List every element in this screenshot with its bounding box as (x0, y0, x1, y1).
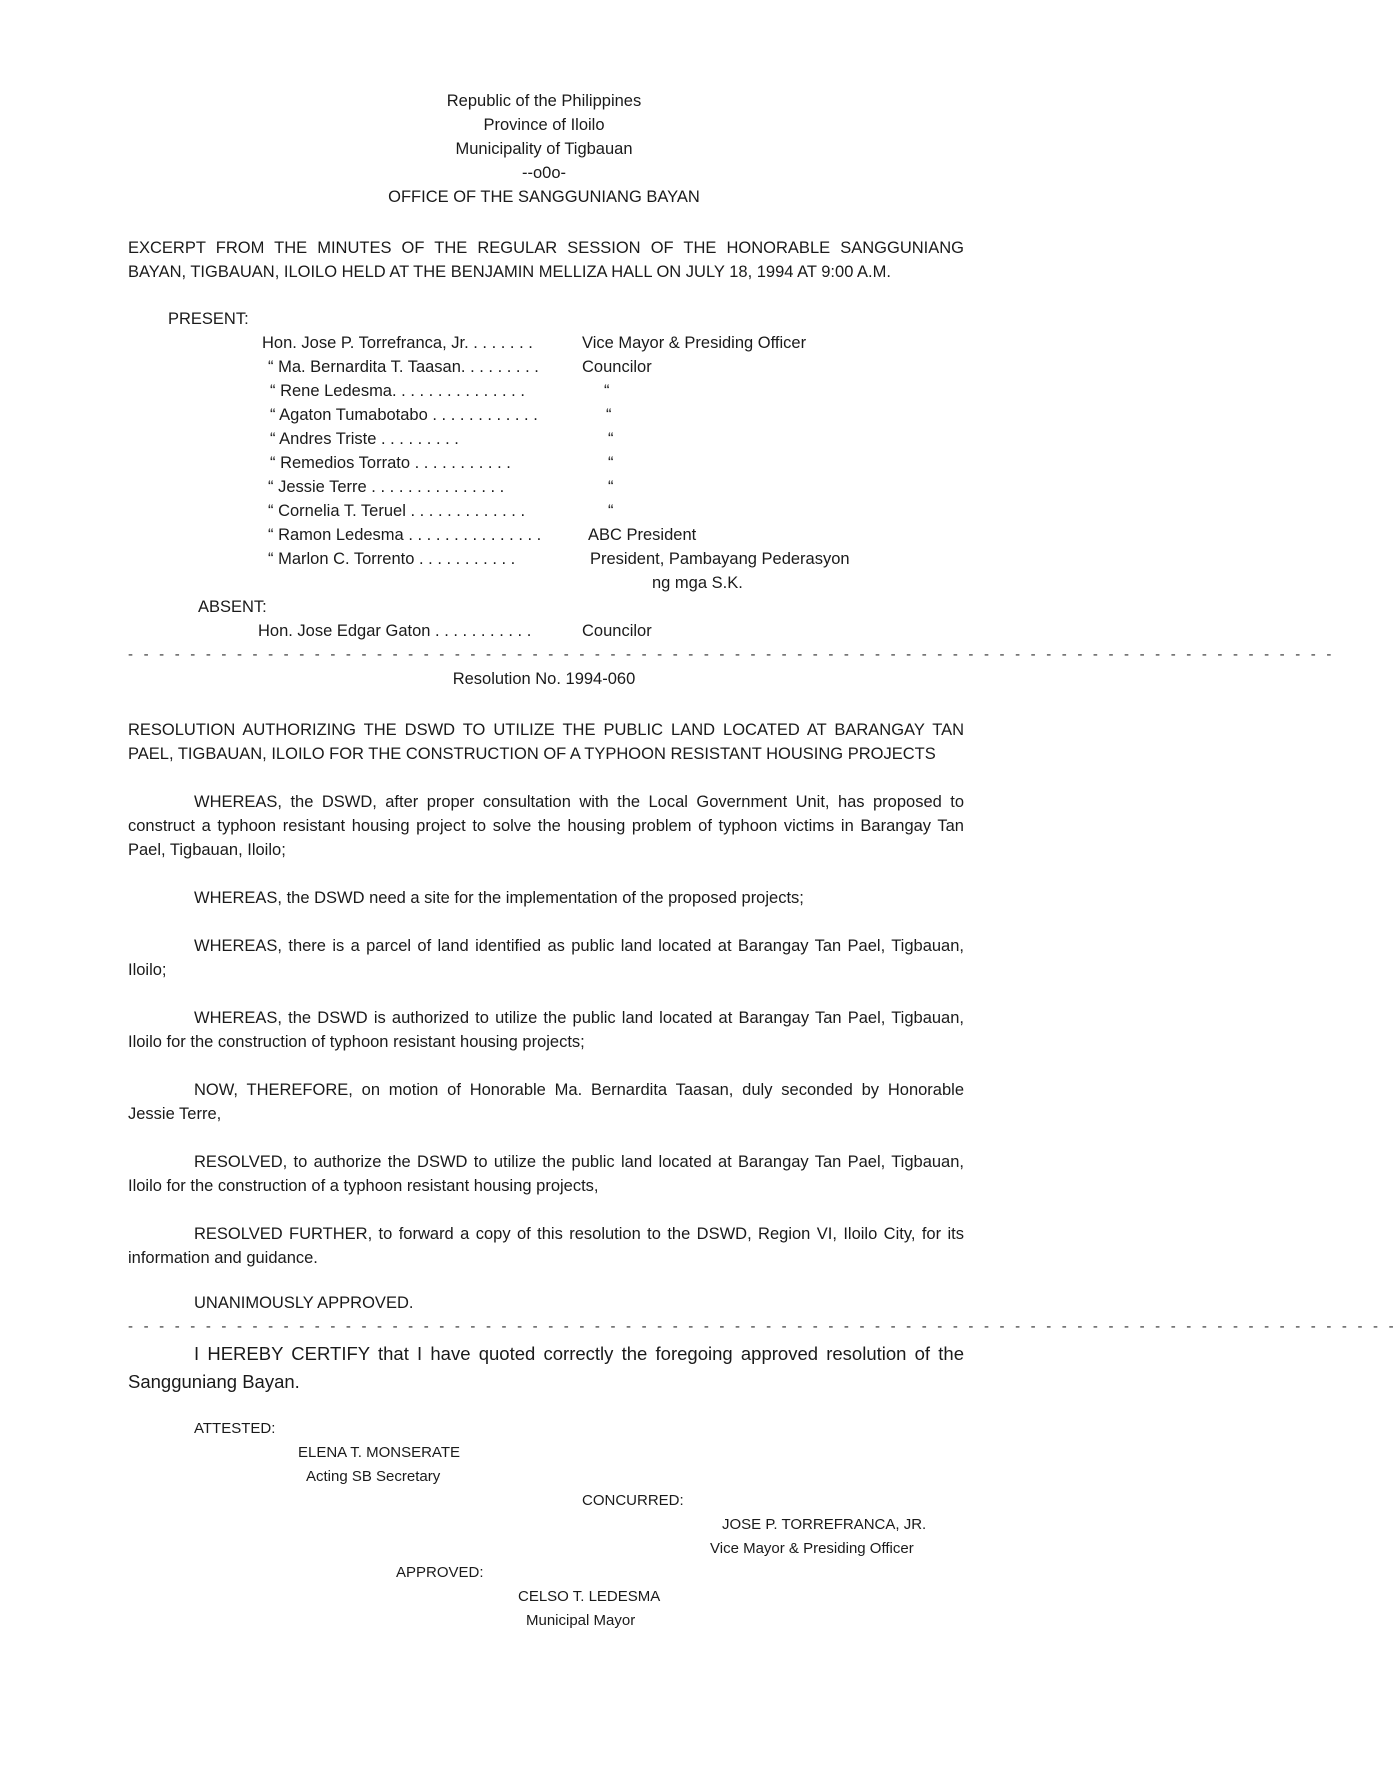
divider: - - - - - - - - - - - - - - - - - - - - - - - - - - - - - - - - - - - - - - - - - - - - - - - - - - - - - - - - - - - - - - - - - - - - - - - - - - - - - - - - - - (128, 1318, 1397, 1335)
resolution-title: RESOLUTION AUTHORIZING THE DSWD TO UTILIZE THE PUBLIC LAND LOCATED AT BARANGAY TAN PAEL, TIGBAUAN, ILOILO FOR THE CONSTRUCTION OF A TYPHOON RESISTANT HOUSING PROJECTS (128, 721, 964, 763)
member-role: President, Pambayang Pederasyon (590, 550, 850, 568)
member-role: Councilor (582, 358, 652, 376)
header-ornament: --o0o- (521, 164, 566, 182)
absent-label: ABSENT: (198, 598, 267, 616)
member-name: “ Ma. Bernardita T. Taasan. . . . . . . . . (268, 358, 539, 376)
approved-name: CELSO T. LEDESMA (518, 1588, 661, 1605)
header-office: OFFICE OF THE SANGGUNIANG BAYAN (388, 188, 700, 206)
header-republic: Republic of the Philippines (446, 92, 642, 110)
member-role-continued: ng mga S.K. (652, 574, 743, 592)
member-role: Vice Mayor & Presiding Officer (582, 334, 807, 352)
excerpt-heading: EXCERPT FROM THE MINUTES OF THE REGULAR SESSION OF THE HONORABLE SANGGUNIANG BAYAN, TIGBAUAN, ILOILO HELD AT THE BENJAMIN MELLIZA HALL ON JULY 18, 1994 AT 9:00 A.M. (128, 239, 964, 281)
resolution-number: Resolution No. 1994-060 (452, 670, 636, 688)
member-name: “ Remedios Torrato . . . . . . . . . . . (270, 454, 511, 472)
member-name: “ Cornelia T. Teruel . . . . . . . . . . . . . (268, 502, 526, 520)
resolved-further-paragraph: RESOLVED FURTHER, to forward a copy of this resolution to the DSWD, Region VI, Iloilo City, for its information and guidance. (128, 1225, 964, 1267)
member-name: “ Andres Triste . . . . . . . . . (270, 430, 459, 448)
resolved-paragraph: RESOLVED, to authorize the DSWD to utilize the public land located at Barangay Tan Pael, Tigbauan, Iloilo for the construction of a typhoon resistant housing projects, (128, 1153, 964, 1195)
divider: - - - - - - - - - - - - - - - - - - - - - - - - - - - - - - - - - - - - - - - - - - - - - - - - - - - - - - - - - - - - - - - - - - - - - - - - - - - - - - (128, 646, 1335, 663)
whereas-paragraph: WHEREAS, the DSWD need a site for the implementation of the proposed projects; (194, 889, 804, 907)
header-province: Province of Iloilo (483, 116, 605, 134)
unanimously-approved: UNANIMOUSLY APPROVED. (194, 1294, 414, 1312)
attested-name: ELENA T. MONSERATE (298, 1444, 460, 1461)
absent-member-role: Councilor (582, 622, 652, 640)
approved-title: Municipal Mayor (526, 1612, 636, 1629)
certification-paragraph: I HEREBY CERTIFY that I have quoted correctly the foregoing approved resolution of the Sangguniang Bayan. (128, 1343, 964, 1392)
concurred-title: Vice Mayor & Presiding Officer (710, 1540, 914, 1557)
absent-member-name: Hon. Jose Edgar Gaton . . . . . . . . . . . (258, 622, 532, 640)
member-role: ABC President (588, 526, 697, 544)
member-role: “ (608, 478, 614, 496)
member-name: “ Rene Ledesma. . . . . . . . . . . . . . . (270, 382, 525, 400)
member-name: “ Agaton Tumabotabo . . . . . . . . . . . . (270, 406, 538, 424)
header-municipality: Municipality of Tigbauan (455, 140, 633, 158)
attested-title: Acting SB Secretary (306, 1468, 441, 1485)
approved-label: APPROVED: (396, 1564, 484, 1581)
motion-paragraph: NOW, THEREFORE, on motion of Honorable Ma. Bernardita Taasan, duly seconded by Honorable Jessie Terre, (128, 1081, 964, 1123)
member-name: “ Jessie Terre . . . . . . . . . . . . . . . (268, 478, 505, 496)
member-name: “ Ramon Ledesma . . . . . . . . . . . . . . . (268, 526, 542, 544)
attested-label: ATTESTED: (194, 1420, 276, 1437)
member-name: “ Marlon C. Torrento . . . . . . . . . . . (268, 550, 516, 568)
member-role: “ (608, 502, 614, 520)
member-role: “ (604, 382, 610, 400)
whereas-paragraph: WHEREAS, the DSWD is authorized to utilize the public land located at Barangay Tan Pael, Tigbauan, Iloilo for the construction of typhoon resistant housing projects; (128, 1009, 964, 1051)
member-role: “ (608, 454, 614, 472)
member-role: “ (608, 430, 614, 448)
member-role: “ (606, 406, 612, 424)
concurred-name: JOSE P. TORREFRANCA, JR. (722, 1516, 927, 1533)
member-name: Hon. Jose P. Torrefranca, Jr. . . . . . . . (262, 334, 533, 352)
whereas-paragraph: WHEREAS, the DSWD, after proper consultation with the Local Government Unit, has proposed to construct a typhoon resistant housing project to solve the housing problem of typhoon victims in Barangay Tan Pael, Tigbauan, Iloilo; (128, 793, 964, 859)
present-label: PRESENT: (168, 310, 249, 328)
whereas-paragraph: WHEREAS, there is a parcel of land identified as public land located at Barangay Tan Pael, Tigbauan, Iloilo; (128, 937, 964, 979)
concurred-label: CONCURRED: (582, 1492, 684, 1509)
